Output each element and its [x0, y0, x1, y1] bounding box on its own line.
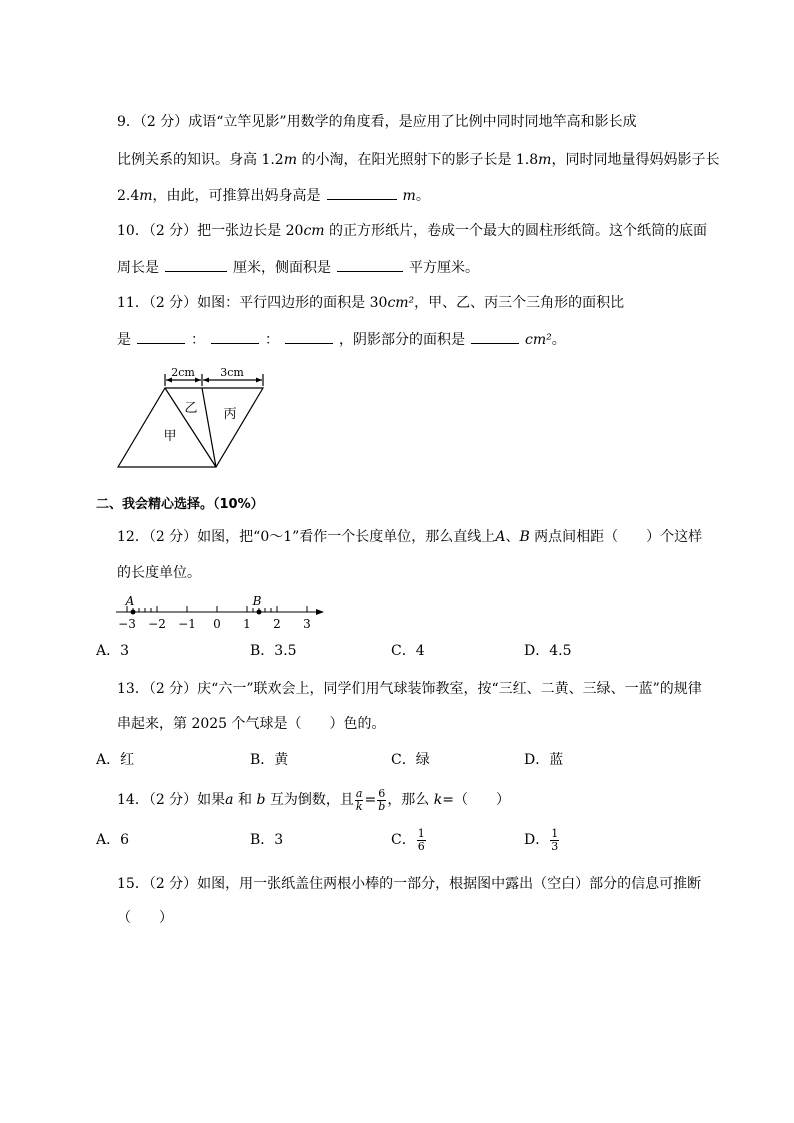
- q10-line-1: 10．（2 分）把一张边长是 20cm 的正方形纸片，卷成一个最大的圆柱形纸筒。这个纸筒的底面: [117, 223, 708, 239]
- q11-ratio-yi-blank[interactable]: [211, 329, 259, 344]
- tick-label: −3: [118, 617, 136, 631]
- tick-label: 3: [303, 617, 311, 631]
- q10-line-2: 周长是 厘米，侧面积是 平方厘米。: [117, 257, 479, 278]
- q15-line-2: （ ）: [117, 910, 173, 926]
- q12-option-a[interactable]: A．3: [96, 643, 130, 659]
- q12-line-2: 的长度单位。: [117, 565, 201, 581]
- q10-area-blank[interactable]: [337, 257, 403, 272]
- q14-option-a[interactable]: A．6: [96, 832, 130, 848]
- q11-ratio-bing-blank[interactable]: [285, 329, 333, 344]
- q14-option-c[interactable]: C． $\frac{1}{6}$: [391, 826, 425, 853]
- q13-line-1: 13．（2 分）庆“六一”联欢会上，同学们用气球装饰教室，按“三红、二黄、三绿、一蓝”的规律: [117, 681, 702, 697]
- q13-option-b[interactable]: B．黄: [250, 752, 289, 768]
- q13-option-d[interactable]: D．蓝: [524, 752, 564, 768]
- q12-number-line: [110, 592, 330, 632]
- section-2-title: 二、我会精心选择。（10%）: [96, 497, 264, 512]
- point-a-label: A: [125, 594, 135, 608]
- tick-label: 2: [273, 617, 281, 631]
- q9-line-1: 9．（2 分）成语“立竿见影”用数学的角度看，是应用了比例中同时同地竿高和影长成: [117, 114, 637, 130]
- tick-label: 0: [213, 617, 221, 631]
- q14-option-d[interactable]: D． $\frac{1}{3}$: [524, 826, 559, 853]
- fraction-a-over-k: $\frac{a}{k}$: [355, 786, 363, 813]
- triangle-yi-label: 乙: [184, 401, 198, 416]
- q14-option-b[interactable]: B．3: [250, 832, 284, 848]
- q11-parallelogram-figure: [110, 362, 310, 472]
- tick-label: −2: [148, 617, 166, 631]
- q11-line-2: 是 ： ： ，阴影部分的面积是 cm²。: [117, 329, 566, 350]
- q13-option-c[interactable]: C．绿: [391, 752, 430, 768]
- triangle-jia-label: 甲: [163, 429, 177, 444]
- axis-arrow: [316, 609, 324, 615]
- q11-shaded-area-blank[interactable]: [471, 329, 519, 344]
- dim-label-2cm: 2cm: [171, 366, 195, 379]
- divider-left: [165, 388, 216, 467]
- q9-line-2: 比例关系的知识。身高 1.2m 的小淘，在阳光照射下的影子长是 1.8m，同时同地量得妈妈影子长: [117, 152, 720, 168]
- triangle-bing-label: 丙: [223, 407, 237, 422]
- q11-ratio-jia-blank[interactable]: [137, 329, 185, 344]
- q12-line-1: 12．（2 分）如图，把“0～1”看作一个长度单位，那么直线上A、B 两点间相距（ ）个这样: [117, 529, 703, 545]
- point-b: [257, 610, 262, 615]
- dim-label-3cm: 3cm: [220, 366, 244, 379]
- q12-option-b[interactable]: B．3.5: [250, 643, 297, 659]
- tick-label: −1: [178, 617, 196, 631]
- fraction-6-over-b: $\frac{6}{b}$: [378, 786, 386, 813]
- tick-label: 1: [243, 617, 251, 631]
- fraction-one-third: $\frac{1}{3}$: [551, 826, 559, 853]
- q13-line-2: 串起来，第 2025 个气球是（ ）色的。: [117, 716, 386, 732]
- q12-option-d[interactable]: D．4.5: [524, 643, 572, 659]
- q10-perimeter-blank[interactable]: [165, 257, 227, 272]
- q14-line-1: 14．（2 分）如果a 和 b 互为倒数，且 $\frac{a}{k}$ = $\frac{6}{b}$ ，那么 k=（ ）: [117, 786, 510, 813]
- q9-line-3: 2.4m，由此，可推算出妈身高是 m。: [117, 185, 430, 206]
- q13-option-a[interactable]: A．红: [96, 752, 135, 768]
- point-a: [131, 610, 136, 615]
- q12-option-c[interactable]: C．4: [391, 643, 425, 659]
- q11-line-1: 11．（2 分）如图：平行四边形的面积是 30cm²，甲、乙、丙三个三角形的面积比: [117, 295, 625, 311]
- q15-line-1: 15．（2 分）如图，用一张纸盖住两根小棒的一部分，根据图中露出（空白）部分的信息可推断: [117, 876, 702, 892]
- point-b-label: B: [252, 594, 262, 608]
- fraction-one-sixth: $\frac{1}{6}$: [417, 826, 425, 853]
- q9-answer-blank[interactable]: [327, 185, 397, 200]
